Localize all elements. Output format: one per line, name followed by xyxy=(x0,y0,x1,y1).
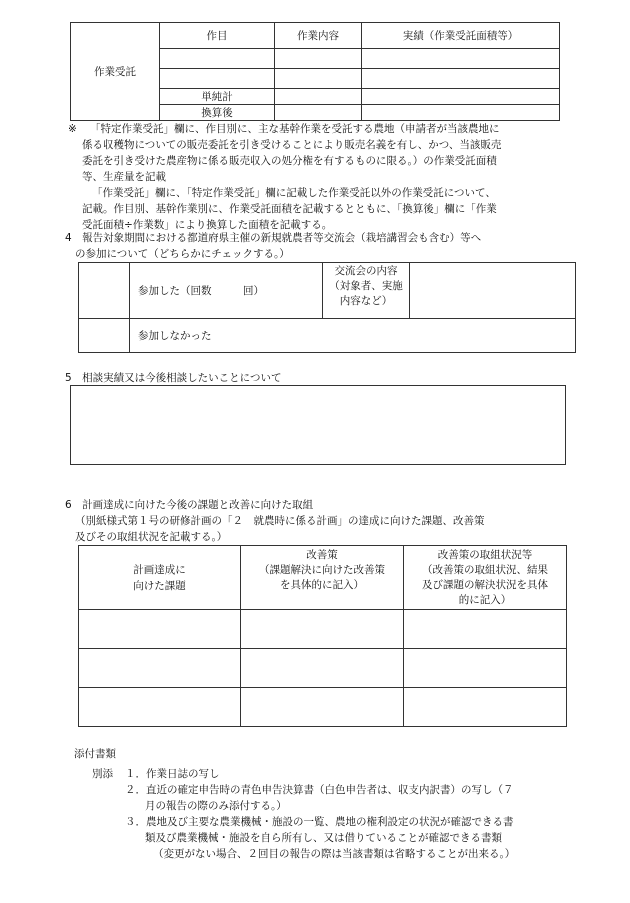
note-p2-line3: 受託面積÷作業数」により換算した面積を記載する。 xyxy=(82,219,333,231)
simple-total-label: 単純計 xyxy=(160,89,275,105)
improvement-cell[interactable] xyxy=(241,688,404,727)
work-contract-row-label: 作業受託 xyxy=(71,23,160,121)
attachment-item-2-line1-text: 直近の確定申告時の青色申告決算書（白色申告者は、収支内訳書）の写し（７ xyxy=(146,784,514,796)
section-6-title-line2: （別紙様式第１号の研修計画の「２ 就農時に係る計画」の達成に向けた課題、改善策 xyxy=(75,515,485,527)
attachment-item-1-num: １． xyxy=(125,768,146,780)
header-status-line1: 改善策の取組状況等 xyxy=(437,549,533,561)
not-participated-label: 参加しなかった xyxy=(130,319,576,353)
note-p1-line3: 委託を引き受けた農産物に係る販売収入の処分権を有するものに限る。）の作業受託面積 xyxy=(82,155,497,167)
participated-label: 参加した（回数 回） xyxy=(130,263,323,319)
attachment-item-3-line1-text: 農地及び主要な農業機械・施設の一覧、農地の権利設定の状況が確認できる書 xyxy=(146,816,514,828)
attachment-item-2 xyxy=(125,782,565,814)
header-improvements-line2: （課題解決に向けた改善策 xyxy=(259,564,385,576)
crop-cell[interactable] xyxy=(160,69,275,89)
column-header-crop: 作目 xyxy=(160,23,275,49)
note-mark: ※ xyxy=(68,123,77,135)
note-p1-line1 xyxy=(68,121,568,137)
section-6-title xyxy=(65,497,585,545)
crop-cell[interactable] xyxy=(160,49,275,69)
status-cell[interactable] xyxy=(404,610,567,649)
exchange-meeting-table xyxy=(78,262,576,353)
attachment-item-3-num: ３． xyxy=(125,816,146,828)
converted-label: 換算後 xyxy=(160,105,275,121)
improvement-cell[interactable] xyxy=(241,649,404,688)
section-6-title-line1: 6 計画達成に向けた今後の課題と改善に向けた取組 xyxy=(65,499,314,511)
improvement-cell[interactable] xyxy=(241,610,404,649)
status-cell[interactable] xyxy=(404,688,567,727)
not-participated-checkbox-cell[interactable] xyxy=(79,319,130,353)
note-p1-line2: 係る収穫物についての販売委託を引き受けることにより販売名義を有し、かつ、当該販売 xyxy=(82,139,502,151)
consultation-textbox[interactable] xyxy=(70,385,566,465)
header-issues xyxy=(79,546,241,610)
attachment-item-1 xyxy=(125,766,220,782)
header-status-line4: 的に記入） xyxy=(458,594,512,606)
header-improvements-line1: 改善策 xyxy=(306,549,338,561)
header-issues-line2: 向けた課題 xyxy=(133,579,186,592)
attachment-item-2-line2: 月の報告の際のみ添付する。） xyxy=(145,800,287,812)
attachment-item-3 xyxy=(125,814,570,862)
meeting-content-label xyxy=(323,263,410,319)
issue-cell[interactable] xyxy=(79,688,241,727)
section-6-title-line3: 及びその取組状況を記載する。） xyxy=(75,531,228,543)
section-5-title: 5 相談実績又は今後相談したいことについて xyxy=(65,372,282,384)
attachments-label: 別添 xyxy=(92,768,113,780)
issues-table xyxy=(78,545,567,727)
work-contract-table xyxy=(70,22,560,121)
meeting-content-label-line2: （対象者、実施 xyxy=(329,280,403,292)
note-p1-line1-text: 「特定作業受託」欄に、作目別に、主な基幹作業を受託する農地（申請者が当該農地に xyxy=(90,123,500,135)
meeting-content-cell[interactable] xyxy=(410,263,576,319)
column-header-results: 実績（作業受託面積等） xyxy=(362,23,560,49)
meeting-content-label-line1: 交流会の内容 xyxy=(334,265,398,277)
header-improvements xyxy=(241,546,404,610)
section-4-title xyxy=(65,230,585,262)
status-cell[interactable] xyxy=(404,649,567,688)
header-issues-line1: 計画達成に xyxy=(133,563,186,576)
header-status xyxy=(404,546,567,610)
total-work-cell[interactable] xyxy=(275,89,362,105)
results-cell[interactable] xyxy=(362,69,560,89)
attachment-item-1-text: 作業日誌の写し xyxy=(146,768,220,780)
attachment-item-2-num: ２． xyxy=(125,784,146,796)
converted-results-cell[interactable] xyxy=(362,105,560,121)
meeting-content-label-line3: 内容など） xyxy=(339,295,393,307)
total-results-cell[interactable] xyxy=(362,89,560,105)
note-p2-line1: 「作業受託」欄に、「特定作業受託」欄に記載した作業受託以外の作業受託について、 xyxy=(92,187,496,199)
issue-cell[interactable] xyxy=(79,649,241,688)
work-content-cell[interactable] xyxy=(275,69,362,89)
note-p2-line2: 記載。作目別、基幹作業別に、作業受託面積を記載するとともに、「換算後」欄に「作業 xyxy=(82,203,497,215)
header-status-line2: （改善策の取組状況、結果 xyxy=(422,564,548,576)
attachment-item-3-line3: （変更がない場合、２回目の報告の際は当該書類は省略することが出来る。） xyxy=(153,848,516,860)
work-content-cell[interactable] xyxy=(275,49,362,69)
section-4-title-line2: の参加について（どちらかにチェックする。） xyxy=(75,248,290,260)
header-status-line3: 及び課題の解決状況を具体 xyxy=(422,579,548,591)
participated-checkbox-cell[interactable] xyxy=(79,263,130,319)
attachment-item-2-line1 xyxy=(125,782,565,798)
attachment-item-3-line1 xyxy=(125,814,570,830)
header-improvements-line3: を具体的に記入） xyxy=(280,579,364,591)
section-4-title-line1: 4 報告対象期間における都道府県主催の新規就農者等交流会（栽培講習会も含む）等へ xyxy=(65,232,482,244)
attachments-title: 添付書類 xyxy=(74,748,116,760)
issue-cell[interactable] xyxy=(79,610,241,649)
converted-work-cell[interactable] xyxy=(275,105,362,121)
column-header-work-content: 作業内容 xyxy=(275,23,362,49)
attachment-item-3-line2: 類及び農業機械・施設を自ら所有し、又は借りていることが確認できる書類 xyxy=(145,832,502,844)
note-block xyxy=(68,121,568,233)
results-cell[interactable] xyxy=(362,49,560,69)
note-p1-line4: 等、生産量を記載 xyxy=(82,171,166,183)
